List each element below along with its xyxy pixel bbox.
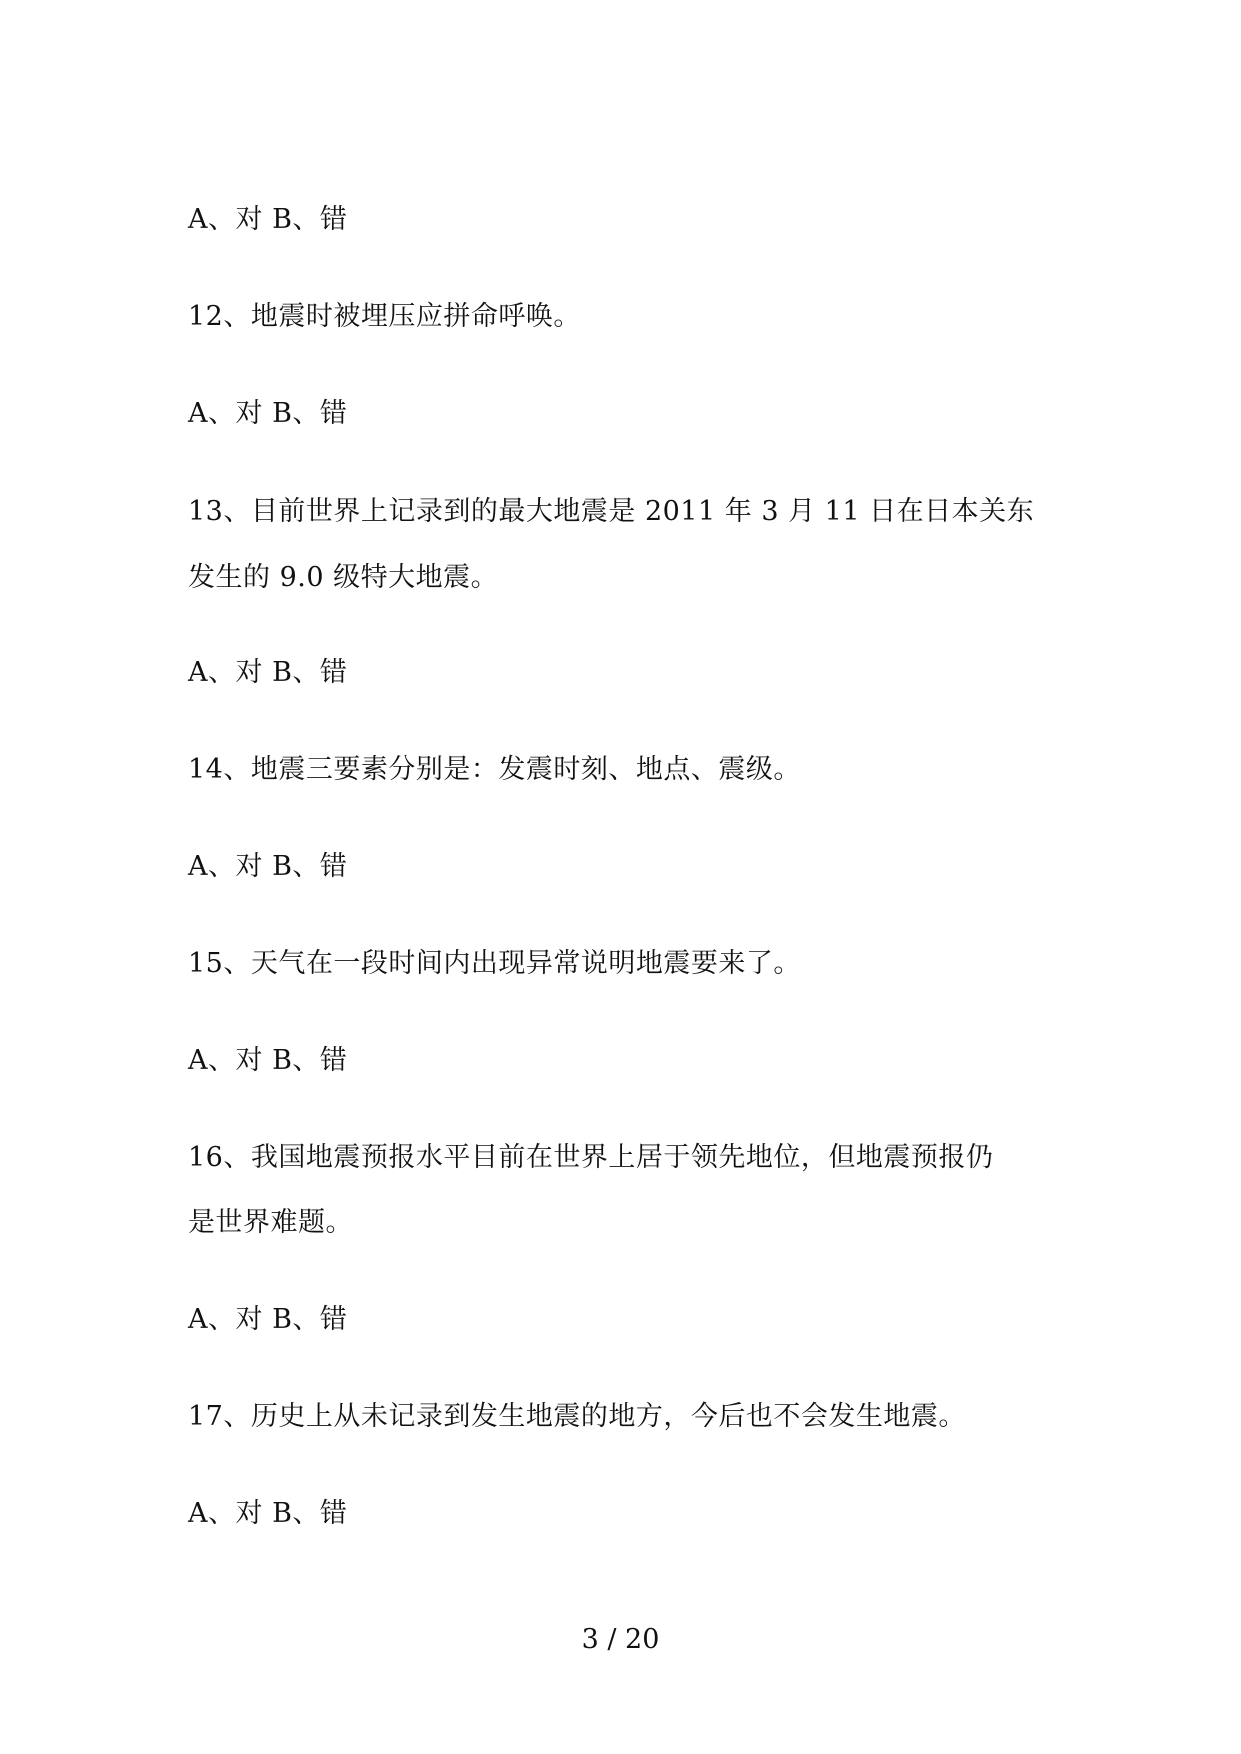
- question-15: 15、天气在一段时间内出现异常说明地震要来了。: [188, 948, 801, 979]
- answer-options-13: A、对 B、错: [188, 657, 348, 688]
- answer-options-11: A、对 B、错: [188, 204, 348, 235]
- answer-options-15: A、对 B、错: [188, 1045, 348, 1076]
- question-14: 14、地震三要素分别是：发震时刻、地点、震级。: [188, 754, 801, 785]
- answer-options-16: A、对 B、错: [188, 1304, 348, 1335]
- question-12: 12、地震时被埋压应拼命呼唤。: [188, 301, 581, 332]
- question-16-line-1: 16、我国地震预报水平目前在世界上居于领先地位，但地震预报仍: [188, 1142, 994, 1173]
- answer-options-12: A、对 B、错: [188, 398, 348, 429]
- page-number: 3 / 20: [581, 1624, 660, 1655]
- question-17: 17、历史上从未记录到发生地震的地方，今后也不会发生地震。: [188, 1401, 966, 1432]
- question-13-line-2: 发生的 9.0 级特大地震。: [188, 562, 499, 593]
- question-13-line-1: 13、目前世界上记录到的最大地震是 2011 年 3 月 11 日在日本关东: [188, 496, 1035, 527]
- answer-options-17: A、对 B、错: [188, 1498, 348, 1529]
- question-16-line-2: 是世界难题。: [188, 1207, 353, 1238]
- answer-options-14: A、对 B、错: [188, 851, 348, 882]
